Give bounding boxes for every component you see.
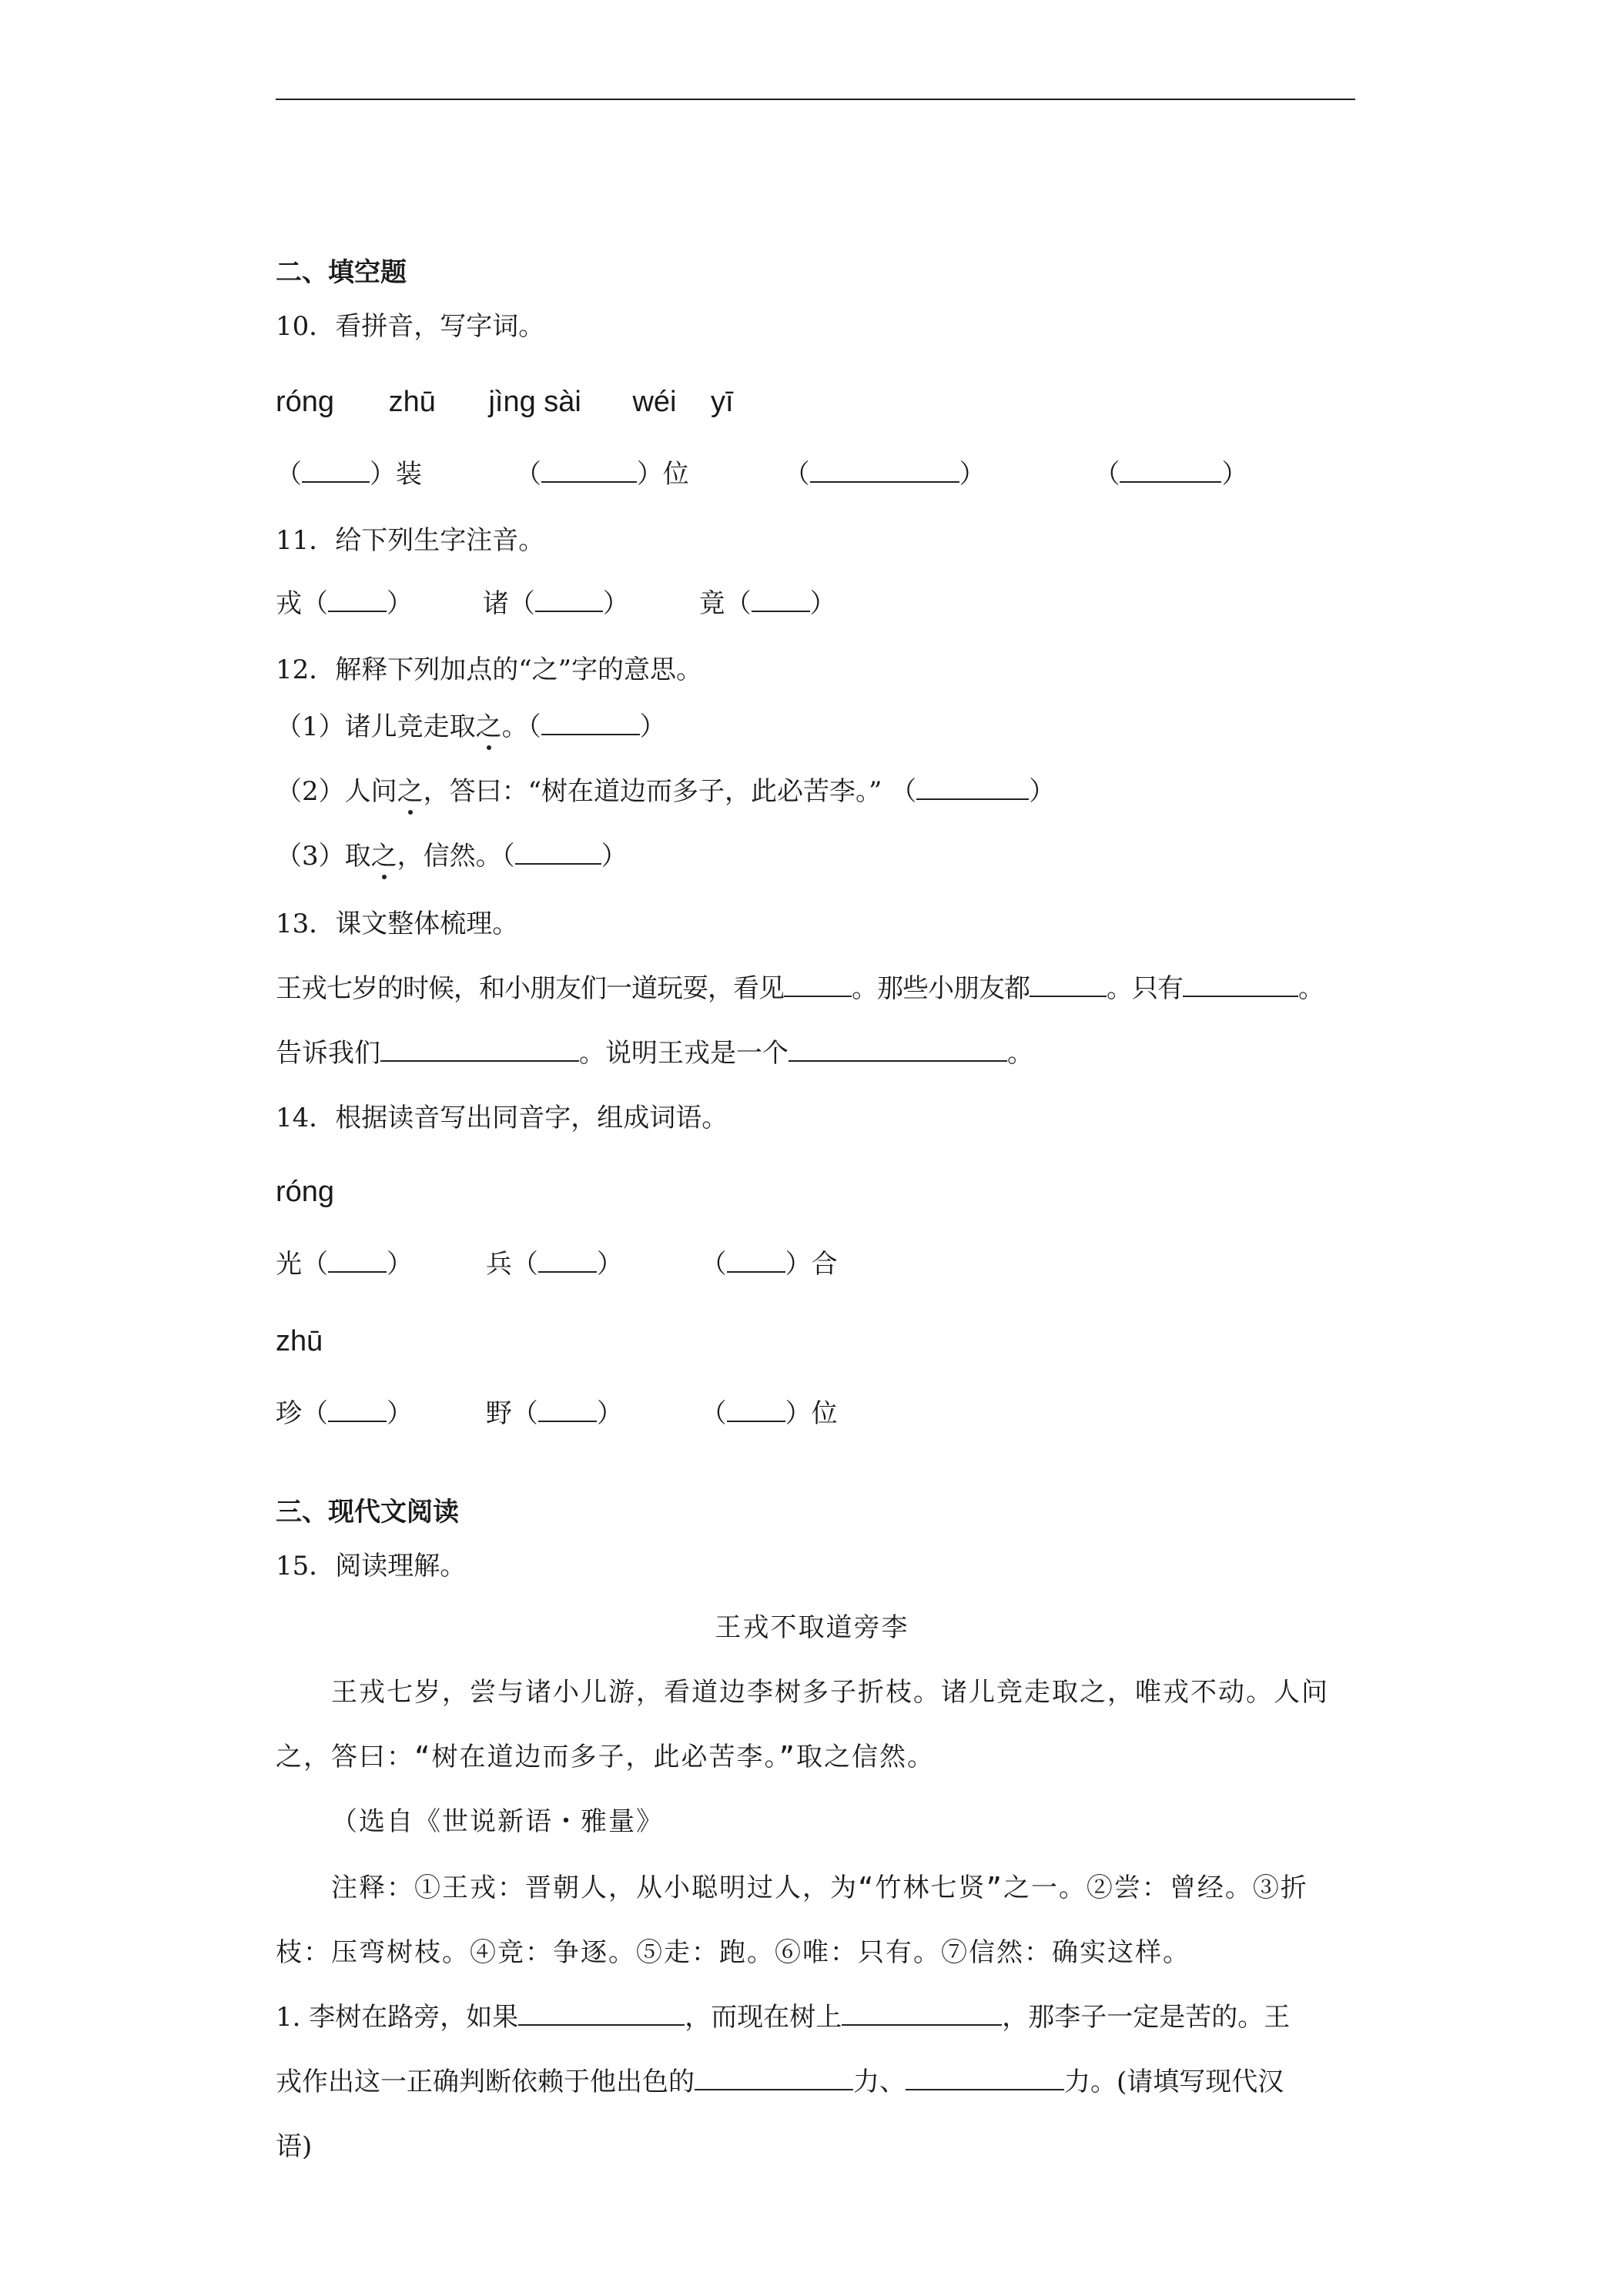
question-14-row-2: 珍（ ） 野（ ） （ ）位 [276, 1398, 838, 1429]
question-13-line-2: 告诉我们 。说明王戎是一个 。 [276, 1038, 1033, 1069]
subquestion-1-line-2: 戎作出这一正确判断依赖于他出色的 力、 力。(请填写现代汉 [276, 2067, 1284, 2097]
section-title-reading: 三、现代文阅读 [276, 1497, 459, 1528]
answer-blank[interactable] [1183, 972, 1298, 997]
answer-weiyi: （ ） [1093, 459, 1248, 490]
pinyin-wei: wéi [632, 386, 677, 418]
pinyin-rong: róng [276, 386, 335, 418]
answer-blank[interactable] [541, 458, 637, 483]
answer-blank[interactable] [328, 587, 387, 612]
char-zhu: 诸（ [482, 588, 535, 619]
answer-blank[interactable] [842, 2001, 1002, 2026]
answer-blank[interactable] [752, 587, 810, 612]
answer-rong-zhuang: （ ）装 [276, 459, 422, 490]
passage-paragraph-line-1: 王戎七岁，尝与诸小儿游，看道边李树多子折枝。诸儿竞走取之，唯戎不动。人问 [331, 1677, 1329, 1708]
answer-blank[interactable] [906, 2066, 1064, 2090]
answer-blank[interactable] [535, 587, 603, 612]
question-10-pinyin-row [276, 385, 734, 419]
pinyin-zhu: zhū [388, 386, 436, 418]
answer-blank[interactable] [784, 972, 852, 997]
answer-blank[interactable] [328, 1397, 387, 1422]
question-11-stem: 11．给下列生字注音。 [276, 525, 545, 556]
subquestion-1-line-1: 1. 李树在路旁，如果 ，而现在树上 ，那李子一定是苦的。王 [276, 2002, 1291, 2033]
question-13-line-1: 王戎七岁的时候，和小朋友们一道玩耍，看见 。那些小朋友都 。只有 。 [276, 973, 1324, 1004]
question-12-sentence-1: （1）诸儿竞走取之。（ ） [276, 711, 666, 742]
answer-blank[interactable] [789, 1037, 1007, 1062]
question-12-stem: 12．解释下列加点的“之”字的意思。 [276, 654, 703, 685]
pinyin-yi: yī [711, 386, 734, 418]
answer-blank[interactable] [328, 1248, 387, 1273]
question-10-answer-row [276, 457, 1247, 491]
char-jing: 竟（ [698, 588, 752, 619]
dotted-char: 之 [370, 841, 397, 872]
answer-blank[interactable] [541, 711, 640, 735]
answer-blank[interactable] [518, 2001, 685, 2026]
answer-blank[interactable] [810, 458, 959, 483]
answer-blank[interactable] [1120, 458, 1221, 483]
question-10-stem: 10．看拼音，写字词。 [276, 311, 545, 342]
answer-zhu-wei: （ ）位 [514, 459, 689, 490]
passage-title: 王戎不取道旁李 [715, 1612, 909, 1643]
subquestion-1-line-3: 语) [276, 2131, 313, 2162]
answer-blank[interactable] [916, 775, 1029, 800]
answer-blank[interactable] [302, 458, 370, 483]
answer-blank[interactable] [380, 1037, 579, 1062]
header-rule [276, 99, 1355, 100]
answer-jingsai: （ ） [783, 459, 986, 490]
pinyin-rong-label: róng [276, 1176, 335, 1208]
question-15-stem: 15．阅读理解。 [276, 1551, 467, 1581]
answer-blank[interactable] [538, 1248, 597, 1273]
answer-blank[interactable] [515, 840, 601, 865]
question-13-stem: 13．课文整体梳理。 [276, 909, 519, 939]
passage-notes-line-2: 枝：压弯树枝。④竞：争逐。⑤走：跑。⑥唯：只有。⑦信然：确实这样。 [276, 1937, 1190, 1968]
passage-source: （选自《世说新语・雅量》 [331, 1806, 664, 1837]
answer-blank[interactable] [727, 1248, 785, 1273]
answer-blank[interactable] [695, 2066, 853, 2090]
dotted-char: 之 [475, 711, 502, 742]
answer-blank[interactable] [727, 1397, 785, 1422]
dotted-char: 之 [397, 776, 424, 807]
question-12-sentence-2: （2）人问之，答曰：“树在道边而多子，此必苦李。” （ ） [276, 776, 1056, 807]
question-11-answer-row: 戎（ ） 诸（ ） 竟（ ） [276, 588, 836, 619]
answer-blank[interactable] [538, 1397, 597, 1422]
question-14-stem: 14．根据读音写出同音字，组成词语。 [276, 1103, 728, 1133]
passage-paragraph-line-2: 之，答曰：“树在道边而多子，此必苦李。”取之信然。 [276, 1742, 935, 1772]
section-title-fill-blank: 二、填空题 [276, 257, 407, 288]
pinyin-zhu-label: zhū [276, 1325, 323, 1357]
question-14-row-1: 光（ ） 兵（ ） （ ）合 [276, 1249, 838, 1280]
char-rong: 戎（ [276, 588, 328, 619]
answer-blank[interactable] [1030, 972, 1107, 997]
question-12-sentence-3: （3）取之，信然。（ ） [276, 841, 628, 872]
pinyin-jingsai: jìng sài [488, 386, 581, 418]
passage-notes-line-1: 注释：①王戎：晋朝人，从小聪明过人，为“竹林七贤”之一。②尝：曾经。③折 [331, 1873, 1308, 1903]
